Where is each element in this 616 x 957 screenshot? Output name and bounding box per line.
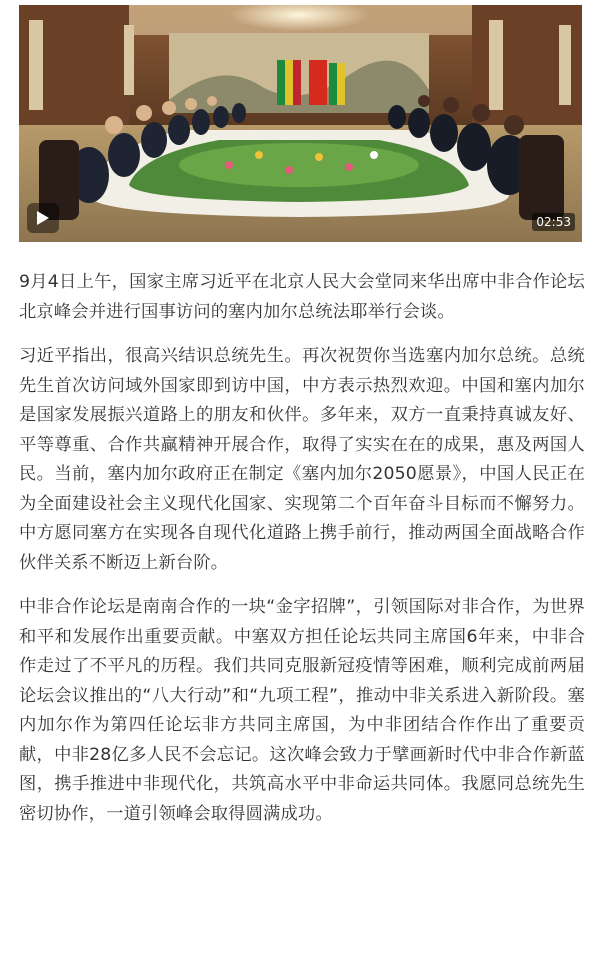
play-icon <box>36 210 50 226</box>
video-duration: 02:53 <box>532 213 575 231</box>
article-body <box>19 268 585 844</box>
video-thumbnail <box>19 5 582 242</box>
article-paragraph: 9月4日上午，国家主席习近平在北京人民大会堂同来华出席中非合作论坛北京峰会并进行国事访问的塞内加尔总统法耶举行会谈。 <box>19 272 585 322</box>
video-player[interactable] <box>19 5 582 242</box>
article-paragraph: 中非合作论坛是南南合作的一块“金字招牌”，引领国际对非合作，为世界和平和发展作出重要贡献。中塞双方担任论坛共同主席国6年来，中非合作走过了不平凡的历程。我们共同克服新冠疫情等困难，顺利完成前两届论坛会议推出的“八大行动”和“九项工程”，推动中非关系进入新阶段。塞内加尔作为第四任论坛非方共同主席国，为中非团结合作作出了重要贡献，中非28亿多人民不会忘记。这次峰会致力于擘画新时代中非合作新蓝图，携手推进中非现代化，共筑高水平中非命运共同体。我愿同总统先生密切协作，一道引领峰会取得圆满成功。 <box>19 597 585 824</box>
article-paragraph: 习近平指出，很高兴结识总统先生。再次祝贺你当选塞内加尔总统。总统先生首次访问域外国家即到访中国，中方表示热烈欢迎。中国和塞内加尔是国家发展振兴道路上的朋友和伙伴。多年来，双方一直秉持真诚友好、平等尊重、合作共赢精神开展合作，取得了实实在在的成果，惠及两国人民。当前，塞内加尔政府正在制定《塞内加尔2050愿景》，中国人民正在为全面建设社会主义现代化国家、实现第二个百年奋斗目标而不懈努力。中方愿同塞方在实现各自现代化道路上携手前行，推动两国全面战略合作伙伴关系不断迈上新台阶。 <box>19 346 585 573</box>
play-button[interactable] <box>27 203 59 233</box>
